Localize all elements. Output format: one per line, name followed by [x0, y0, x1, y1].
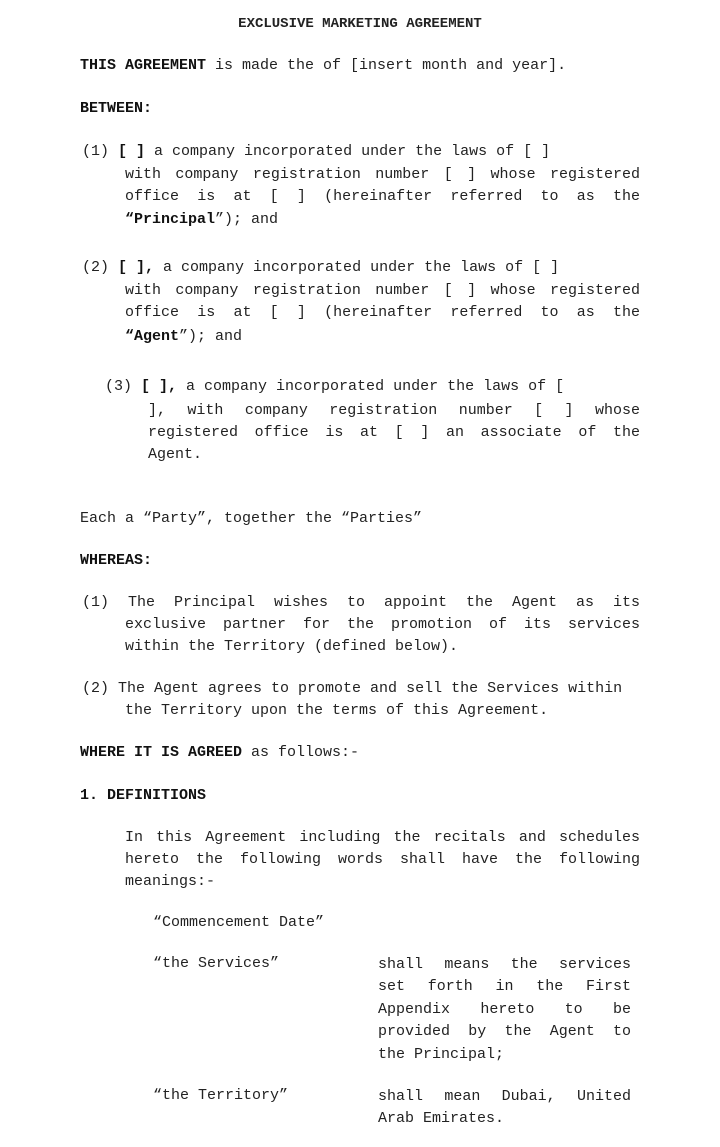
document-title: EXCLUSIVE MARKETING AGREEMENT: [238, 16, 482, 32]
definition-term-commencement-date: “Commencement Date”: [153, 914, 325, 931]
recital-2-first-line: [82, 678, 622, 700]
definition-services-line-3: Appendix hereto to be: [378, 1001, 631, 1018]
party-1-line-1: a company incorporated under the laws of [ ]: [145, 143, 551, 160]
recital-1-line-3: within the Territory (defined below).: [125, 638, 459, 655]
party-2-line-1: a company incorporated under the laws of [ ]: [154, 259, 560, 276]
intro-lead: THIS AGREEMENT: [80, 57, 207, 74]
party-2-line-3: office is at [ ] (hereinafter referred to as the: [125, 304, 640, 321]
party-1-role-line: [125, 209, 278, 231]
party-1-line-2: with company registration number [ ] whose registered: [125, 166, 640, 183]
intro-rest: is made the of [insert month and year].: [206, 57, 567, 74]
intro-paragraph: [80, 55, 566, 77]
agreed-rest: as follows:-: [242, 744, 360, 761]
definition-services-line-4: provided by the Agent to: [378, 1023, 631, 1040]
party-3-line-2: ], with company registration number [ ] whose: [148, 402, 640, 419]
between-heading: BETWEEN:: [80, 100, 153, 117]
definition-services-line-1: shall means the services: [378, 956, 631, 973]
definition-services-line-2: set forth in the First: [378, 978, 631, 995]
each-party-definition: Each a “Party”, together the “Parties”: [80, 510, 423, 527]
party-2-role: Agent: [134, 328, 180, 345]
party-1-line-3: office is at [ ] (hereinafter referred to as the: [125, 188, 640, 205]
whereas-heading: WHEREAS:: [80, 552, 153, 569]
party-3-line-1: a company incorporated under the laws of [: [177, 378, 565, 395]
recital-1-line-2: exclusive partner for the promotion of its services: [125, 616, 640, 633]
section-1-intro-line-1: In this Agreement including the recitals and schedules: [125, 829, 640, 846]
party-2-number: (2): [82, 259, 119, 276]
definition-term-services: “the Services”: [153, 955, 280, 972]
party-3-line-4: Agent.: [148, 446, 203, 463]
party-1-number: (1): [82, 143, 119, 160]
recital-1-number: (1): [82, 594, 128, 611]
party-2-name-bracket: [ ],: [118, 259, 155, 276]
party-3-name-bracket: [ ],: [141, 378, 178, 395]
party-3-first-line: [105, 376, 564, 398]
recital-2-line-2: the Territory upon the terms of this Agreement.: [125, 702, 549, 719]
party-3-number: (3): [105, 378, 142, 395]
party-2-role-close: ”); and: [179, 328, 243, 345]
recital-2-number: (2): [82, 680, 119, 697]
definition-territory-line-2: Arab Emirates.: [378, 1110, 505, 1127]
section-1-intro-line-2: hereto the following words shall have the following: [125, 851, 640, 868]
party-1-first-line: [82, 141, 640, 163]
definition-term-territory: “the Territory”: [153, 1087, 289, 1104]
definition-territory-line-1: shall mean Dubai, United: [378, 1088, 631, 1105]
recital-1-first-line: [82, 592, 640, 614]
agreed-clause: [80, 742, 359, 764]
party-2-role-open: “: [125, 328, 135, 345]
party-1-role: Principal: [134, 211, 216, 228]
agreed-lead: WHERE IT IS AGREED: [80, 744, 243, 761]
section-1-intro-line-3: meanings:-: [125, 873, 216, 890]
definition-services-line-5: the Principal;: [378, 1046, 505, 1063]
party-2-first-line: [82, 257, 559, 279]
party-3-line-3: registered office is at [ ] an associate of the: [148, 424, 640, 441]
party-2-line-2: with company registration number [ ] whose registered: [125, 282, 640, 299]
party-1-name-bracket: [ ]: [118, 143, 146, 160]
recital-2-line-1: The Agent agrees to promote and sell the Services within: [118, 680, 623, 697]
recital-1-line-1: The Principal wishes to appoint the Agent as its: [128, 594, 640, 611]
party-1-role-close: ”); and: [215, 211, 279, 228]
party-1-role-open: “: [125, 211, 135, 228]
party-2-role-line: [125, 326, 242, 348]
section-1-heading: 1. DEFINITIONS: [80, 787, 207, 804]
